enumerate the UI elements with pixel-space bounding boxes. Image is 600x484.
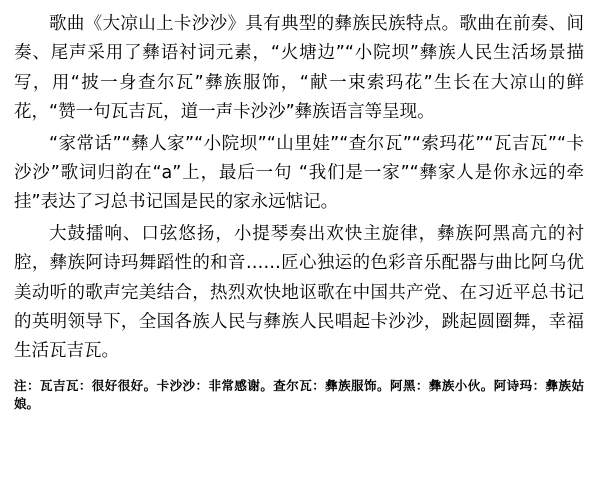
footnote-glossary: 注：瓦吉瓦：很好很好。卡沙沙：非常感谢。查尔瓦：彝族服饰。阿黑：彝族小伙。阿诗玛：彝族姑娘。 (14, 377, 584, 411)
paragraph-2: “家常话”“彝人家”“小院坝”“山里娃”“查尔瓦”“索玛花”“瓦吉瓦”“卡沙沙”歌词归韵在“a”上，最后一句 “我们是一家”“彝家人是你永远的牵挂”表达了习总书记国是民的家永远惦记。 (14, 133, 584, 213)
paragraph-1: 歌曲《大凉山上卡沙沙》具有典型的彝族民族特点。歌曲在前奏、间奏、尾声采用了彝语衬词元素，“火塘边”“小院坝”彝族人民生活场景描写，用“披一身查尔瓦”彝族服饰，“献一束索玛花”生长在大凉山的鲜花，“赞一句瓦吉瓦，道一声卡沙沙”彝族语言等呈现。 (14, 14, 584, 123)
paragraph-3: 大鼓擂响、口弦悠扬，小提琴奏出欢快主旋律，彝族阿黑高亢的衬腔，彝族阿诗玛舞蹈性的和音……匠心独运的色彩音乐配器与曲比阿乌优美动听的歌声完美结合，热烈欢快地讴歌在中国共产党、在习近平总书记的英明领导下，全国各族人民与彝族人民唱起卡沙沙，跳起圆圈舞，幸福生活瓦吉瓦。 (14, 223, 584, 362)
